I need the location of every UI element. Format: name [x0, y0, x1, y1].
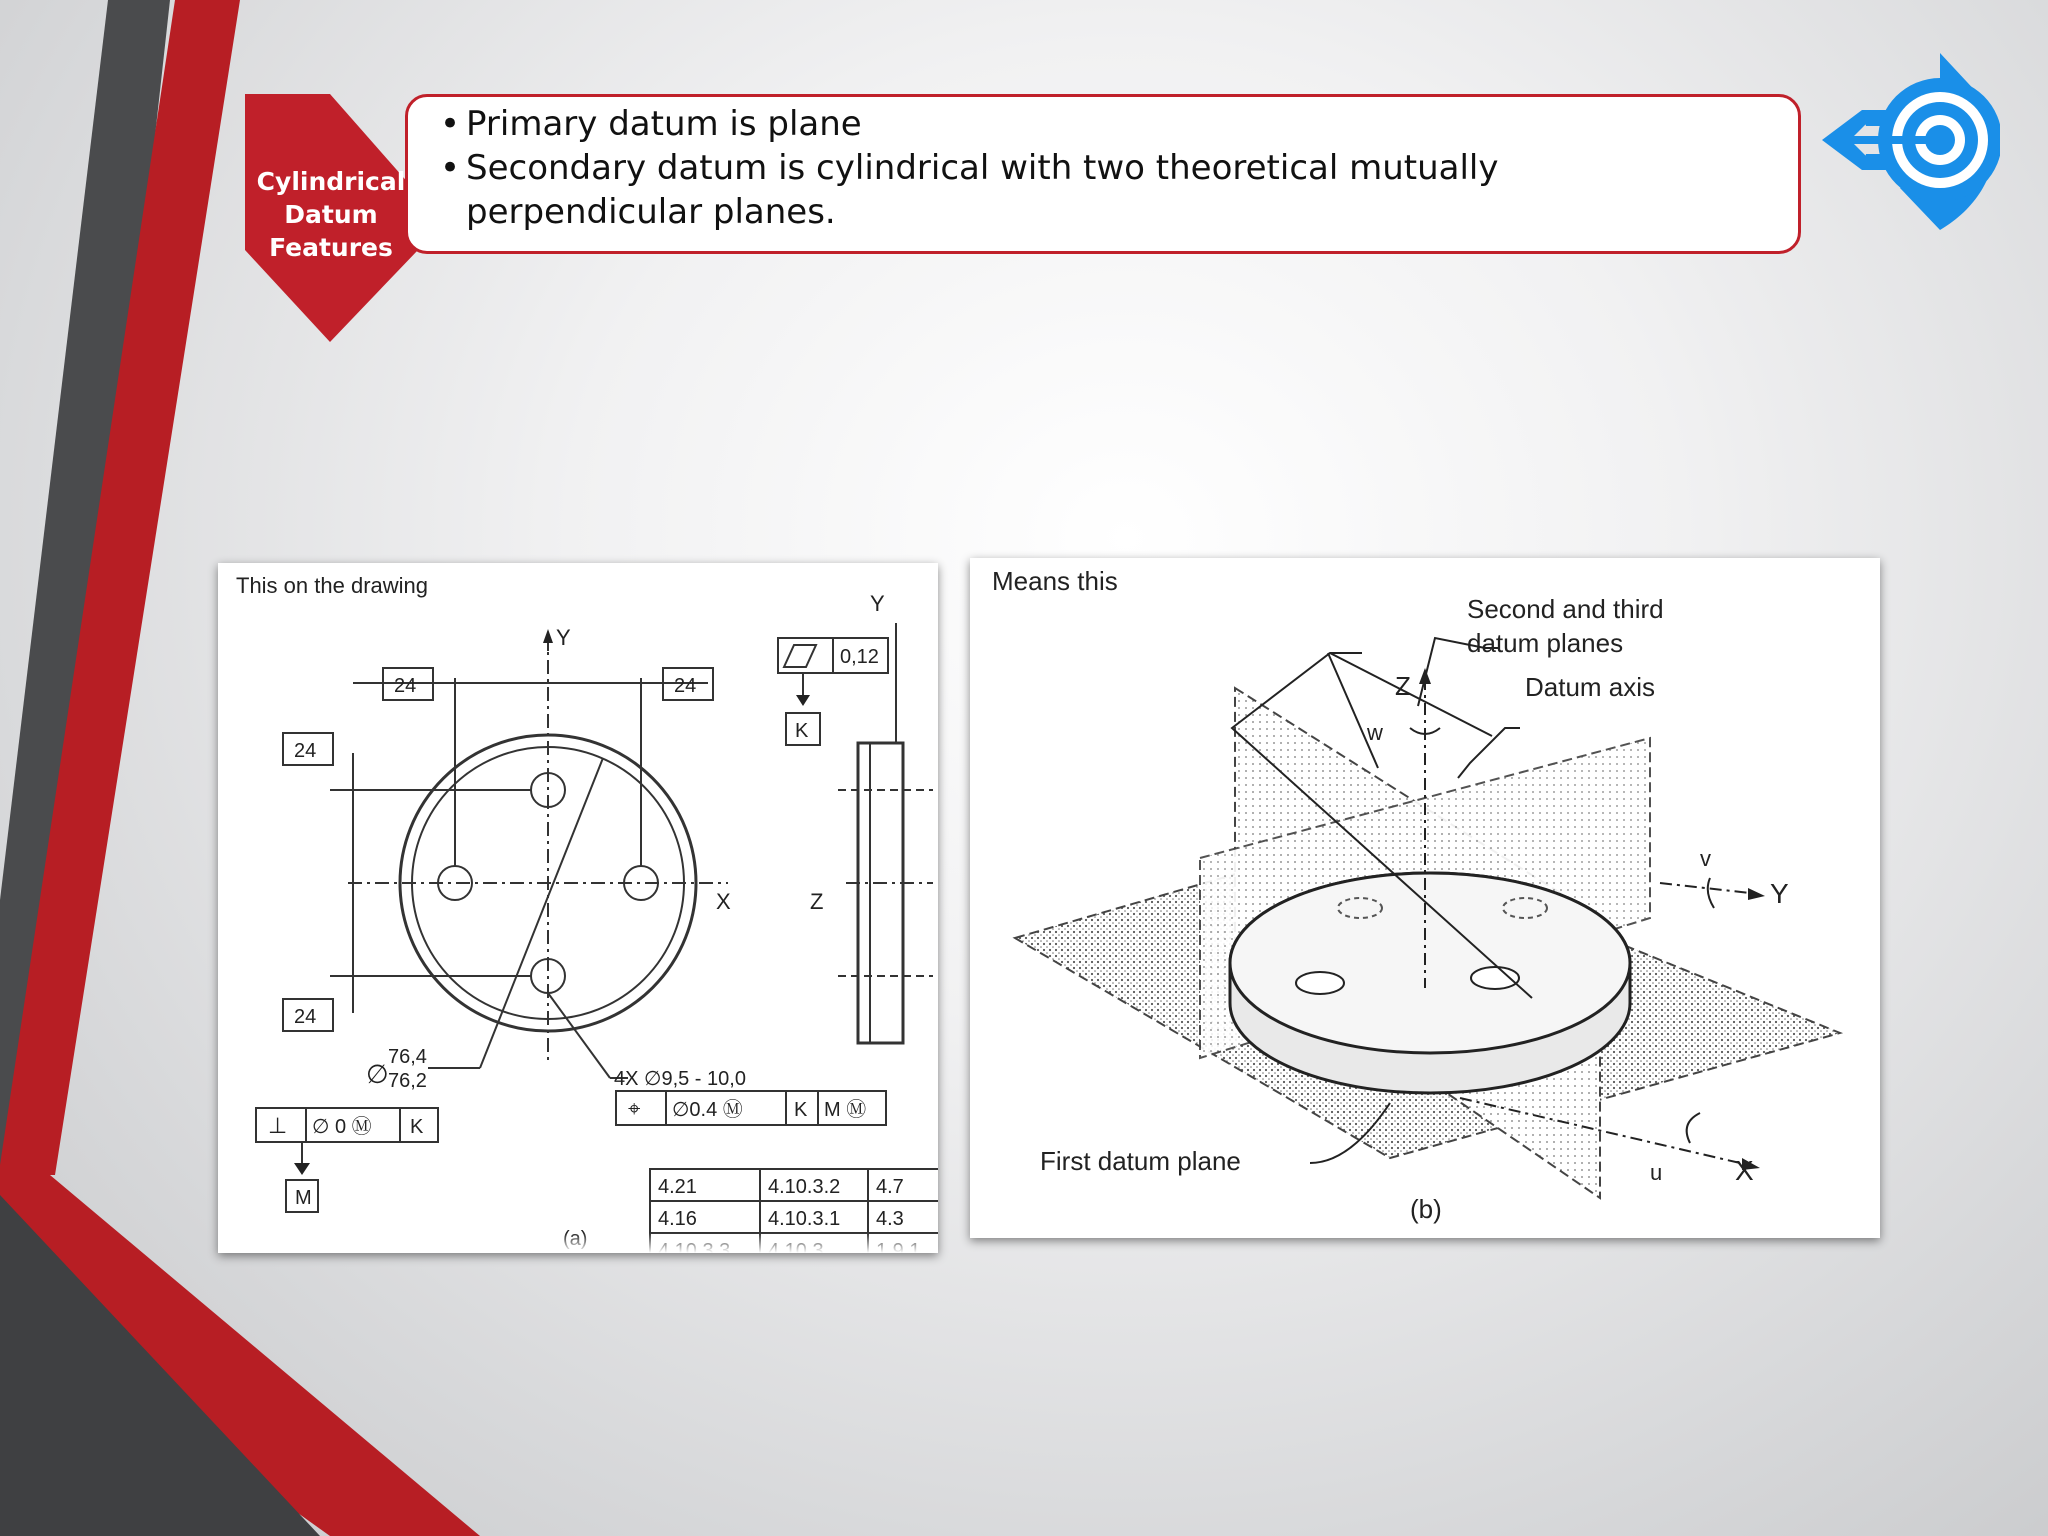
- datum-k-label: K: [795, 720, 809, 742]
- table-cell: 4.3: [876, 1208, 904, 1230]
- position-datum-m: M Ⓜ: [824, 1099, 867, 1121]
- chevron-label-line: Cylindrical: [256, 167, 406, 196]
- figure-a-drawing: [218, 563, 938, 1253]
- perpendicularity-tolerance: ∅ 0 Ⓜ: [312, 1116, 372, 1138]
- diameter-upper-limit: 76,4: [388, 1046, 427, 1068]
- datum-m-label: M: [295, 1187, 312, 1209]
- dimension-label: 24: [394, 675, 417, 697]
- axis-y-side-label: Y: [870, 591, 885, 616]
- figure-b-caption: Means this: [992, 566, 1118, 596]
- axis-u-label: u: [1650, 1160, 1663, 1185]
- position-tolerance: ∅0.4 Ⓜ: [672, 1099, 743, 1121]
- chevron-label: [245, 165, 417, 264]
- flatness-value: 0,12: [840, 646, 879, 668]
- first-datum-plane-label: First datum plane: [1040, 1146, 1241, 1176]
- planes-label-line2: datum planes: [1467, 628, 1624, 658]
- diameter-lower-limit: 76,2: [388, 1070, 427, 1092]
- table-cell: 4.10.3.1: [768, 1208, 841, 1230]
- perpendicularity-symbol: ⊥: [268, 1113, 288, 1138]
- axis-x-label: X: [716, 889, 731, 914]
- planes-label-line1: Second and third: [1467, 594, 1664, 624]
- position-symbol: ⌖: [628, 1096, 641, 1121]
- bullet-list: [440, 102, 1740, 234]
- diameter-symbol: ∅: [366, 1059, 389, 1089]
- axis-y-label: Y: [556, 625, 571, 650]
- perpendicularity-datum: K: [410, 1116, 424, 1138]
- target-arrow-icon: [1820, 48, 2000, 233]
- axis-z-label: Z: [810, 889, 824, 914]
- figure-b-sublabel: (b): [1410, 1194, 1442, 1224]
- dimension-label: 24: [294, 740, 317, 762]
- bullet-item: • Primary datum is plane: [440, 102, 1740, 146]
- table-cell: 4.7: [876, 1176, 904, 1198]
- position-datum-k: K: [794, 1099, 808, 1121]
- dimension-label: 24: [674, 675, 697, 697]
- figure-b-illustration: [970, 558, 1880, 1238]
- axis-z-label: Z: [1395, 671, 1411, 701]
- hole-callout: 4X ∅9,5 - 10,0: [614, 1068, 746, 1090]
- axis-x-label: X: [1735, 1155, 1754, 1186]
- axis-v-label: v: [1700, 846, 1711, 871]
- axis-y-label: Y: [1770, 878, 1789, 909]
- chevron-label-line: Datum: [284, 200, 378, 229]
- table-cell: 4.16: [658, 1208, 697, 1230]
- chevron-label-line: Features: [269, 233, 393, 262]
- table-cell: 4.21: [658, 1176, 697, 1198]
- axis-w-label: w: [1367, 720, 1383, 745]
- datum-axis-label: Datum axis: [1525, 672, 1656, 702]
- figure-a-caption: This on the drawing: [236, 573, 428, 598]
- dimension-label: 24: [294, 1006, 317, 1028]
- bullet-item: • Secondary datum is cylindrical with two theoretical mutually perpendicular planes.: [440, 146, 1740, 234]
- table-cell: 4.10.3.2: [768, 1176, 841, 1198]
